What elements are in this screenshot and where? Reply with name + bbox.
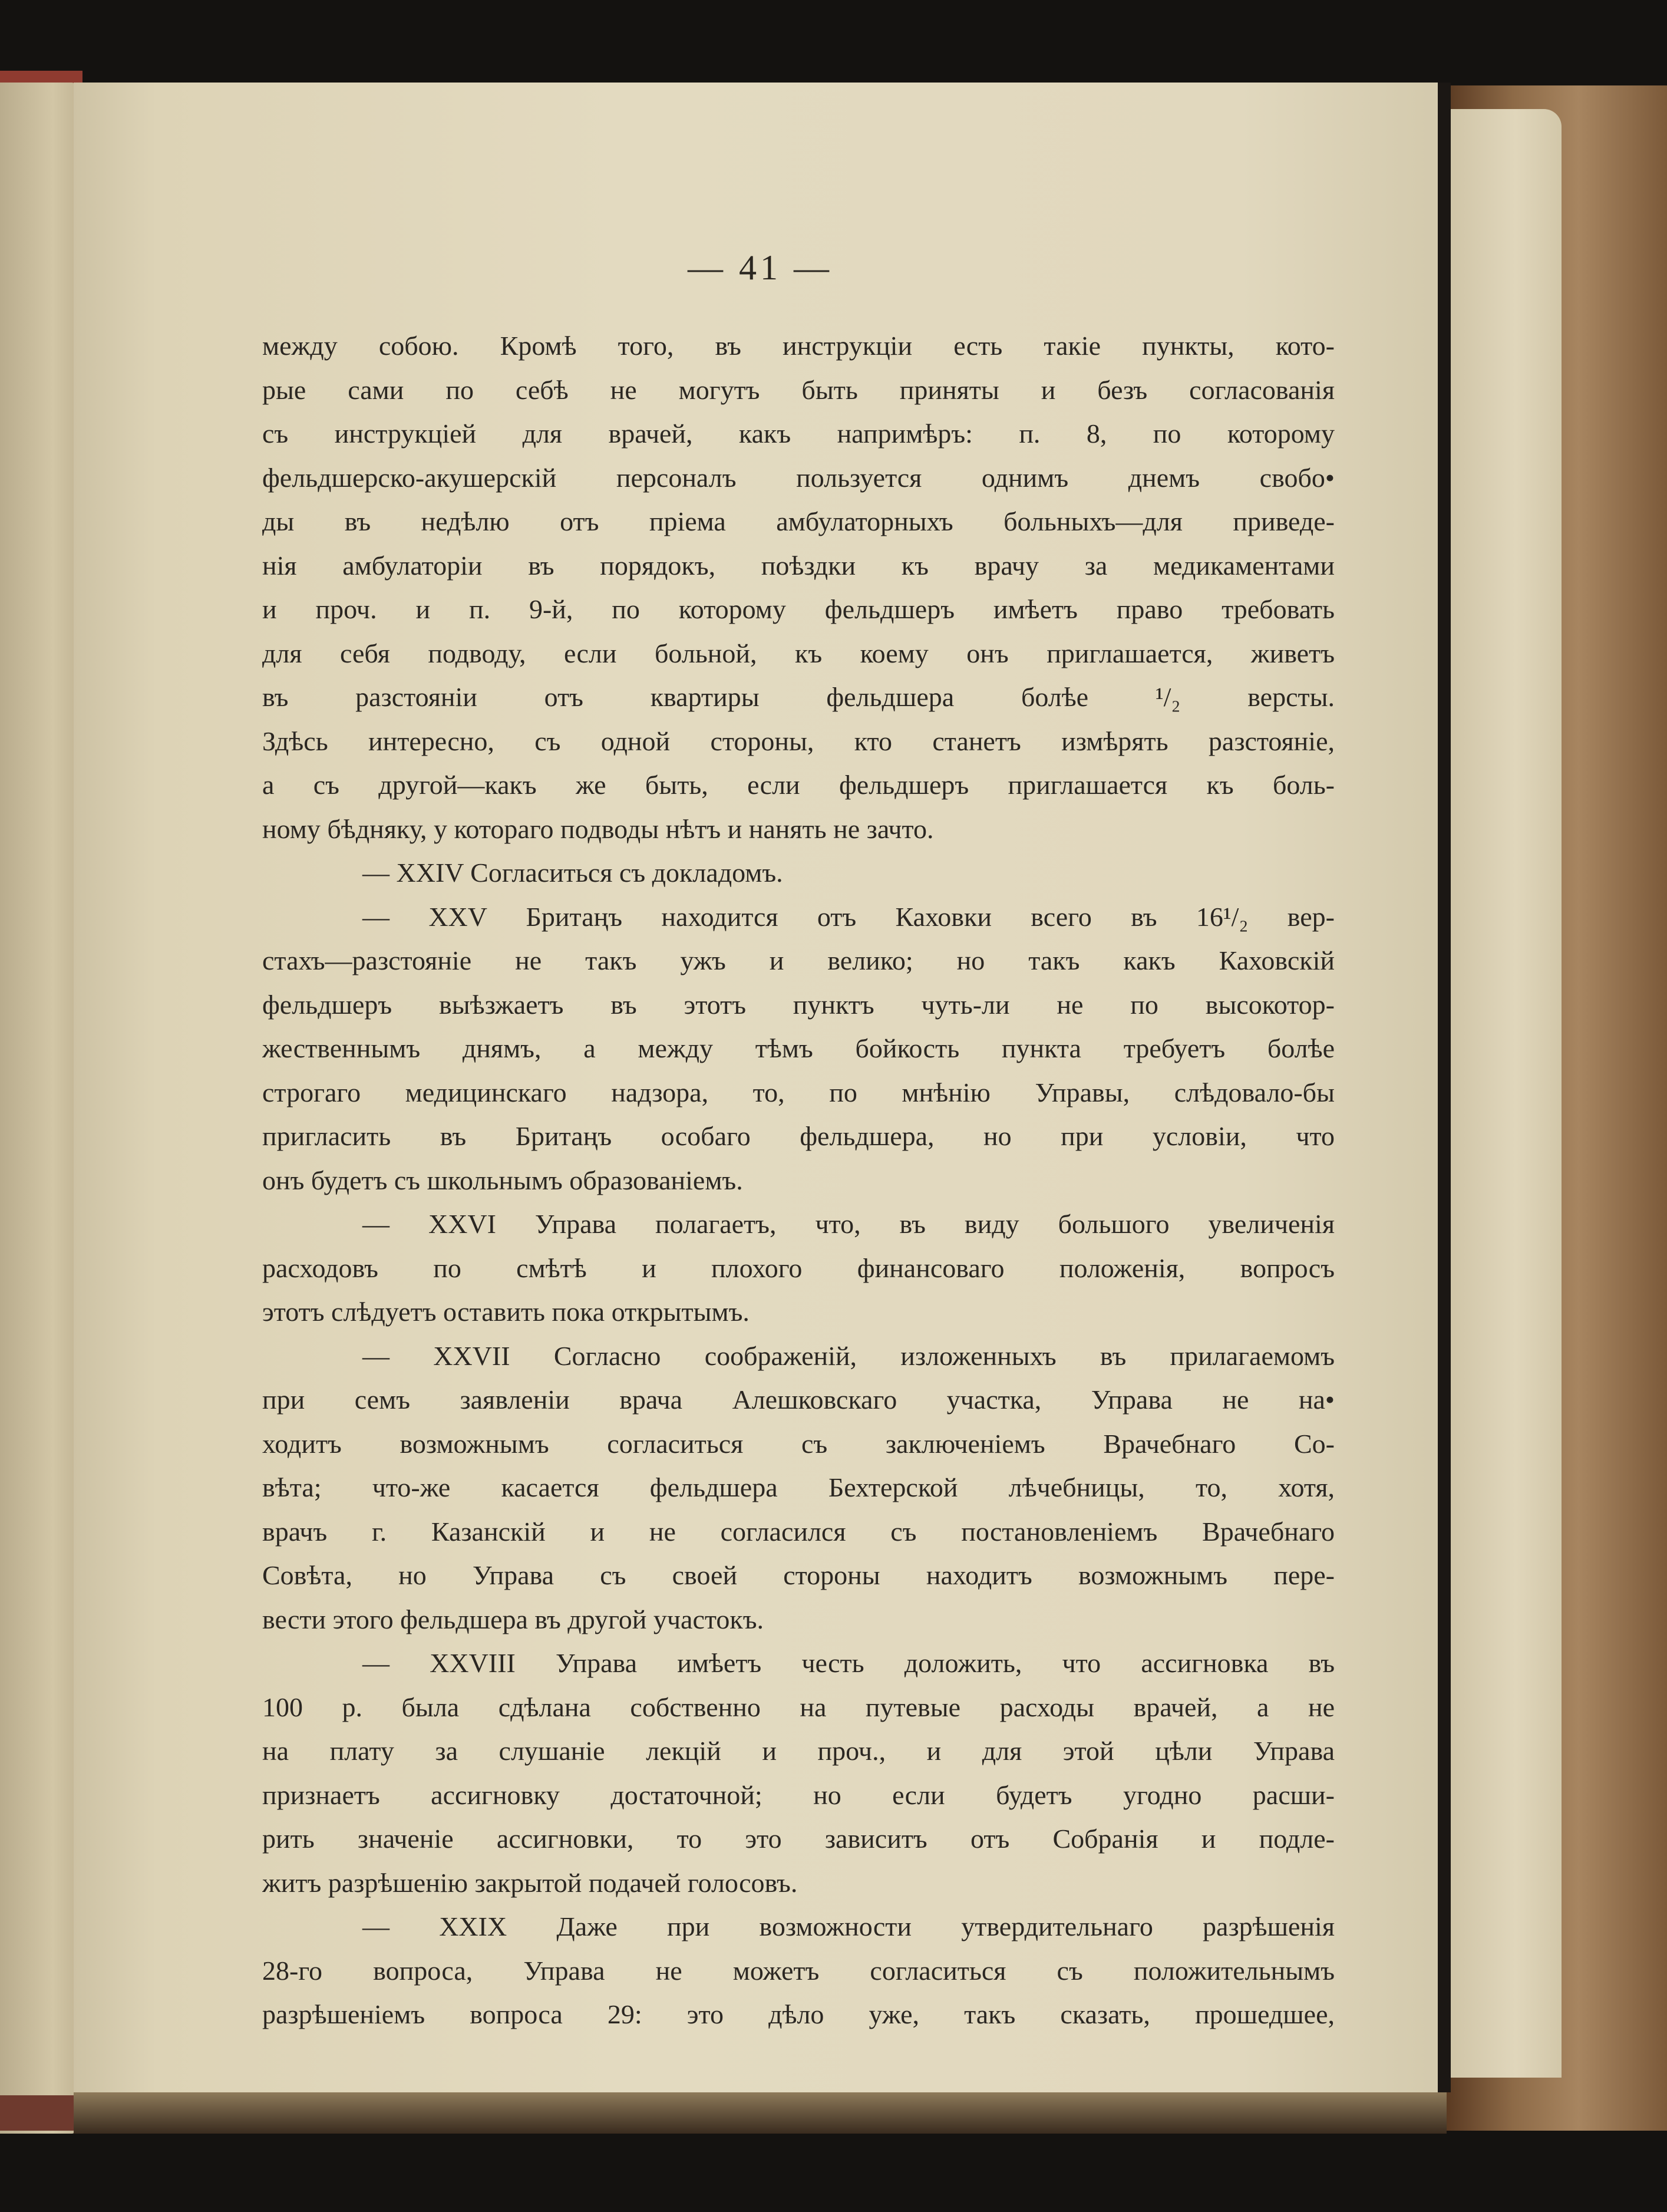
text-line: стахъ—разстояніе не такъ ужъ и велико; но такъ какъ Каховскій xyxy=(262,945,1335,975)
text-line: а съ другой—какъ же быть, если фельдшеръ приглашается къ боль- xyxy=(262,770,1335,800)
text-line: рить значеніе ассигновки, то это зависитъ отъ Собранія и подле- xyxy=(262,1824,1335,1854)
text-line: — XXV Бритаңъ находится отъ Каховки всего въ 16¹/₂ вер- xyxy=(362,901,1335,932)
text-line: вести этого фельдшера въ другой участокъ. xyxy=(262,1604,764,1634)
text-line: ходитъ возможнымъ согласиться съ заключеніемъ Врачебнаго Со- xyxy=(262,1428,1335,1459)
text-line: для себя подводу, если больной, къ коему онъ приглашается, живетъ xyxy=(262,638,1335,668)
book-page xyxy=(74,83,1447,2092)
book-bottom-edge xyxy=(74,2092,1447,2134)
text-line: на плату за слушаніе лекцій и проч., и для этой цѣли Управа xyxy=(262,1736,1335,1766)
text-line: расходовъ по смѣтѣ и плохого финансоваго положенія, вопросъ xyxy=(262,1252,1335,1283)
text-line: въ разстояніи отъ квартиры фельдшера болѣе ¹/₂ версты. xyxy=(262,682,1335,712)
next-page-edge xyxy=(1447,109,1562,2078)
text-line: — XXVII Согласно соображеній, изложенныхъ въ прилагаемомъ xyxy=(362,1340,1335,1371)
text-line: Здѣсь интересно, съ одной стороны, кто станетъ измѣрять разстояніе, xyxy=(262,726,1335,756)
text-line: фельдшерско-акушерскій персоналъ пользуется однимъ днемъ свобо• xyxy=(262,462,1335,493)
text-line: вѣта; что-же касается фельдшера Бехтерской лѣчебницы, то, хотя, xyxy=(262,1472,1335,1502)
left-page-bottom-edge xyxy=(0,2095,82,2131)
text-line: ному бѣдняку, у котораго подводы нѣтъ и нанять не зачто. xyxy=(262,813,934,844)
text-line: фельдшеръ выѣзжаетъ въ этотъ пунктъ чуть-ли не по высокотор- xyxy=(262,989,1335,1020)
text-line: при семъ заявленіи врача Алешковскаго участка, Управа не на• xyxy=(262,1384,1335,1415)
page-fold-shadow xyxy=(1438,83,1451,2092)
text-line: между собою. Кромѣ того, въ инструкціи есть такіе пункты, кото- xyxy=(262,331,1335,361)
page-number: — 41 — xyxy=(688,248,833,287)
text-line: — XXVI Управа полагаетъ, что, въ виду большого увеличенія xyxy=(362,1209,1335,1239)
text-line: врачъ г. Казанскій и не согласился съ постановленіемъ Врачебнаго xyxy=(262,1516,1335,1547)
left-page-edge xyxy=(0,83,75,2134)
text-line: этотъ слѣдуетъ оставить пока открытымъ. xyxy=(262,1297,750,1327)
text-line: — XXIV Согласиться съ докладомъ. xyxy=(362,858,783,888)
text-line: строгаго медицинскаго надзора, то, по мнѣнію Управы, слѣдовало-бы xyxy=(262,1077,1335,1107)
text-line: — XXIX Даже при возможности утвердительнаго разрѣшенія xyxy=(362,1911,1335,1941)
text-line: жественнымъ днямъ, а между тѣмъ бойкость пункта требуетъ болѣе xyxy=(262,1033,1335,1063)
text-line: 28-го вопроса, Управа не можетъ согласиться съ положительнымъ xyxy=(262,1955,1335,1986)
text-line: съ инструкціей для врачей, какъ напримѣръ: п. 8, по которому xyxy=(262,418,1335,449)
text-line: нія амбулаторіи въ порядокъ, поѣздки къ врачу за медикаментами xyxy=(262,550,1335,581)
text-line: разрѣшеніемъ вопроса 29: это дѣло уже, такъ сказать, прошедшее, xyxy=(262,1999,1335,2029)
text-line: Совѣта, но Управа съ своей стороны находитъ возможнымъ пере- xyxy=(262,1560,1335,1590)
text-line: ды въ недѣлю отъ пріема амбулаторныхъ больныхъ—для приведе- xyxy=(262,506,1335,536)
text-line: признаетъ ассигновку достаточной; но если будетъ угодно расши- xyxy=(262,1779,1335,1810)
text-line: — XXVIII Управа имѣетъ честь доложить, что ассигновка въ xyxy=(362,1648,1335,1678)
page-text xyxy=(262,324,1335,2037)
text-line: житъ разрѣшенію закрытой подачей голосовъ. xyxy=(262,1867,798,1898)
text-line: онъ будетъ съ школьнымъ образованіемъ. xyxy=(262,1165,743,1195)
text-line: и проч. и п. 9-й, по которому фельдшеръ имѣетъ право требовать xyxy=(262,594,1335,624)
text-line: пригласить въ Бритаңъ особаго фельдшера, но при условіи, что xyxy=(262,1121,1335,1151)
text-line: 100 р. была сдѣлана собственно на путевые расходы врачей, а не xyxy=(262,1692,1335,1722)
text-line: рые сами по себѣ не могутъ быть приняты и безъ согласованія xyxy=(262,374,1335,405)
